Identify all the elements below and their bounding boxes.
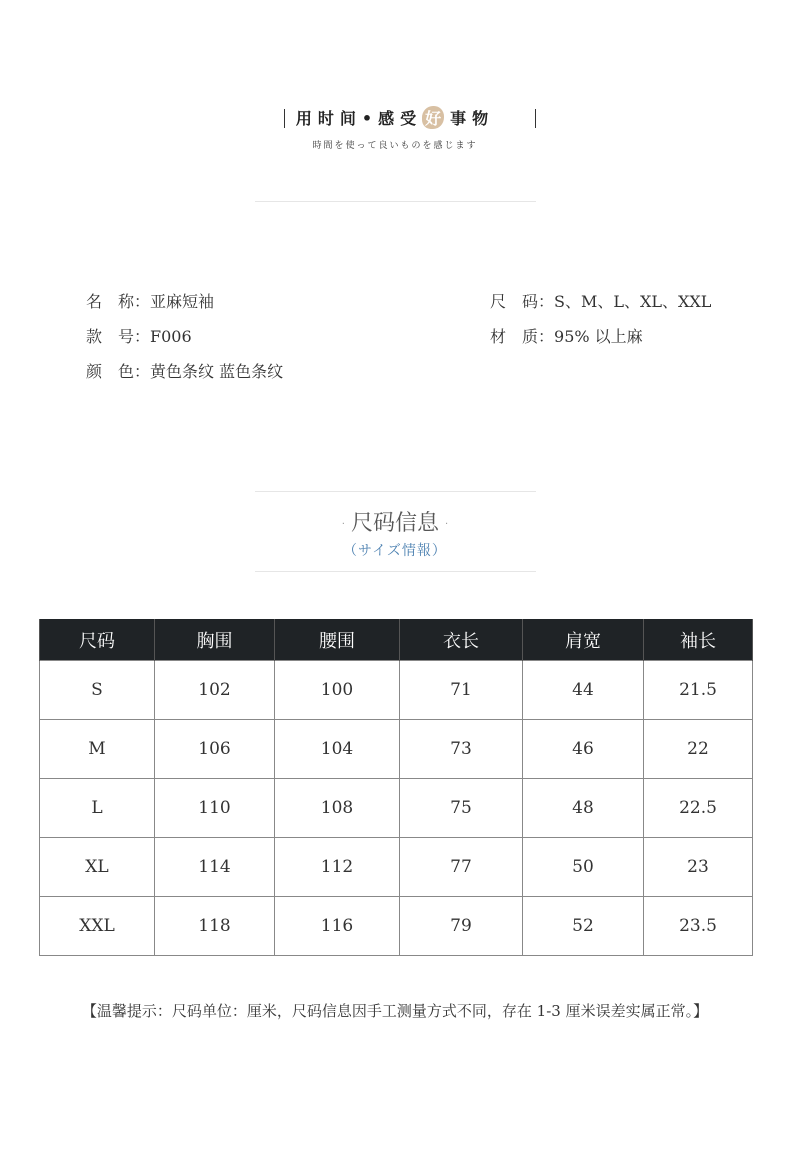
col-header-waist: 腰围 — [275, 619, 400, 661]
info-material — [490, 327, 643, 347]
section-title-text: 尺码信息 — [350, 511, 439, 536]
table-cell: 116 — [275, 897, 400, 956]
table-cell: 44 — [523, 661, 644, 720]
size-table — [39, 619, 753, 956]
table-cell: 73 — [400, 720, 523, 779]
section-rule-top — [255, 491, 536, 492]
table-cell: 75 — [400, 779, 523, 838]
header-rule — [255, 201, 536, 202]
info-size — [490, 292, 711, 312]
table-row — [40, 720, 753, 779]
table-cell: 52 — [523, 897, 644, 956]
table-cell: XL — [40, 838, 155, 897]
table-cell: 104 — [275, 720, 400, 779]
section-rule-bottom — [255, 571, 536, 572]
table-cell: M — [40, 720, 155, 779]
brand-subtitle: 時間を使って良いものを感じます — [312, 141, 478, 151]
table-cell: 22.5 — [644, 779, 753, 838]
table-cell: 48 — [523, 779, 644, 838]
slogan-text-before: 用时间•感受 — [295, 109, 423, 128]
info-name — [86, 292, 214, 312]
table-cell: 114 — [155, 838, 275, 897]
table-row — [40, 661, 753, 720]
info-size-label: 尺 码： — [490, 292, 555, 311]
table-row — [40, 779, 753, 838]
info-style-value: F006 — [150, 327, 192, 346]
measurement-note: 【温馨提示：尺码单位：厘米，尺码信息因手工测量方式不同，存在 1-3 厘米误差实属正常。】 — [81, 1002, 709, 1020]
col-header-chest: 胸围 — [155, 619, 275, 661]
dot-icon: · — [341, 518, 345, 530]
info-color — [86, 362, 283, 382]
table-cell: 23.5 — [644, 897, 753, 956]
table-cell: 102 — [155, 661, 275, 720]
info-style — [86, 327, 192, 347]
info-size-value: S、M、L、XL、XXL — [554, 292, 712, 311]
table-cell: 79 — [400, 897, 523, 956]
info-color-value: 黄色条纹 蓝色条纹 — [150, 362, 284, 381]
info-name-value: 亚麻短袖 — [150, 292, 215, 311]
table-cell: 46 — [523, 720, 644, 779]
table-cell: 50 — [523, 838, 644, 897]
info-name-label: 名 称： — [86, 292, 151, 311]
info-material-label: 材 质： — [490, 327, 555, 346]
brand-slogan — [0, 106, 790, 129]
col-header-size: 尺码 — [40, 619, 155, 661]
col-header-length: 衣长 — [400, 619, 523, 661]
table-cell: XXL — [40, 897, 155, 956]
table-cell: L — [40, 779, 155, 838]
table-row — [40, 838, 753, 897]
table-cell: 100 — [275, 661, 400, 720]
table-cell: 108 — [275, 779, 400, 838]
table-cell: 106 — [155, 720, 275, 779]
slogan-text-after: 事物 — [450, 109, 495, 128]
section-title — [0, 506, 790, 537]
table-header-row — [40, 619, 753, 661]
table-cell: 22 — [644, 720, 753, 779]
slogan-highlight: 好 — [422, 106, 444, 129]
dot-icon: · — [445, 518, 449, 530]
col-header-sleeve: 袖长 — [644, 619, 753, 661]
table-cell: 23 — [644, 838, 753, 897]
table-cell: 77 — [400, 838, 523, 897]
table-cell: 71 — [400, 661, 523, 720]
info-material-value: 95% 以上麻 — [554, 327, 643, 346]
section-subtitle: （サイズ情報） — [343, 543, 447, 559]
table-cell: 21.5 — [644, 661, 753, 720]
table-cell: 110 — [155, 779, 275, 838]
info-style-label: 款 号： — [86, 327, 151, 346]
col-header-shoulder: 肩宽 — [523, 619, 644, 661]
table-cell: 118 — [155, 897, 275, 956]
table-cell: 112 — [275, 838, 400, 897]
table-row — [40, 897, 753, 956]
info-color-label: 颜 色： — [86, 362, 151, 381]
table-cell: S — [40, 661, 155, 720]
